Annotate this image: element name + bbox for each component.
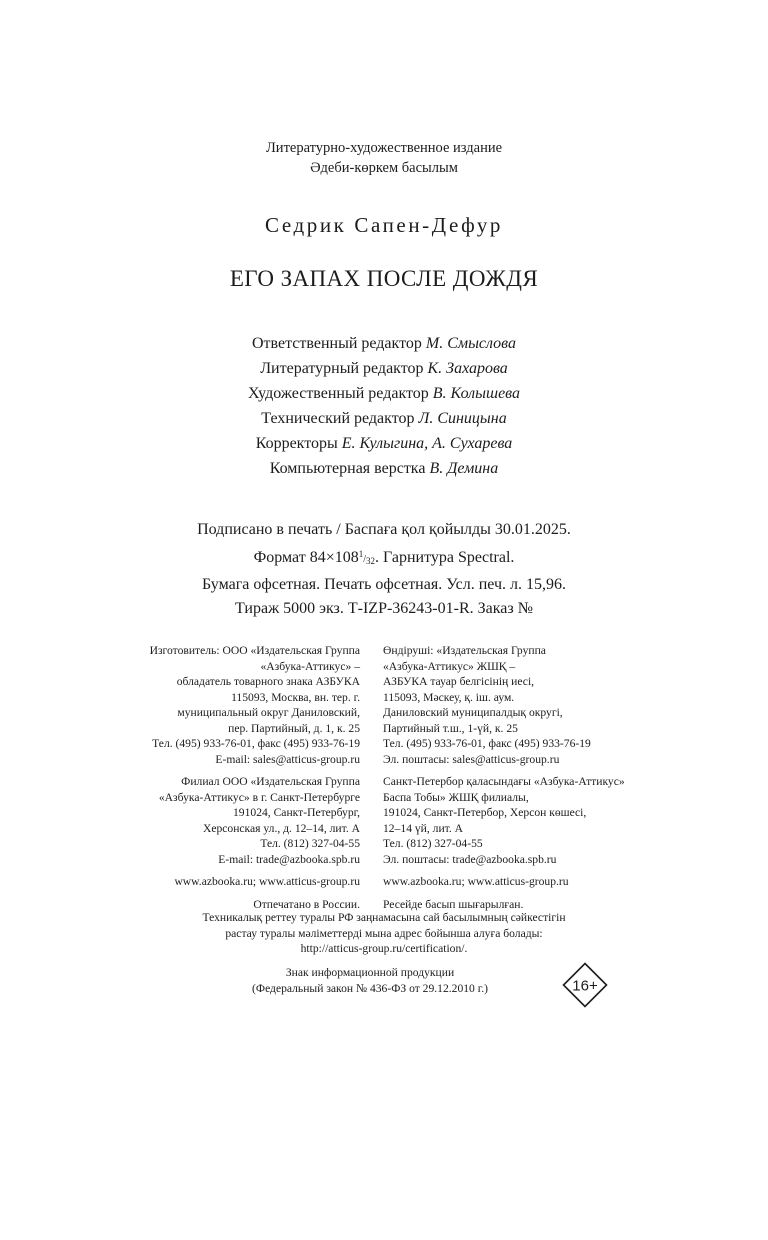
publisher-info-ru <box>80 643 360 919</box>
credit-line: Ответственный редактор М. Смыслова <box>251 335 517 352</box>
credit-line: Компьютерная верстка В. Демина <box>269 460 499 477</box>
age-rating-badge <box>562 962 608 1008</box>
signed-date: Подписано в печать / Баспаға қол қойылды 30.01.2025. <box>197 521 571 538</box>
print-run-line: Тираж 5000 экз. Т-IZP-36243-01-R. Заказ № <box>235 600 533 617</box>
age-rating-label: 16+ <box>572 977 598 995</box>
format-line: Формат $84\times 108^1/_{32}$. Гарнитура Spectral. <box>253 549 515 566</box>
printed-in: Отпечатано в России. <box>253 897 360 911</box>
edition-type <box>0 138 768 178</box>
branch-block: Санкт-Петербор қаласындағы «Азбука-Аттикус» Баспа Тобы» ЖШҚ филиалы, 191024, Санкт-Петербор, Херсон көшесі, 12–14 үй, лит. А Тел. (812) 327-04-55 Эл. поштасы: trade@azbooka.spb.ru <box>383 775 625 866</box>
websites: www.azbooka.ru; www.atticus-group.ru <box>383 875 569 888</box>
websites: www.azbooka.ru; www.atticus-group.ru <box>174 875 360 888</box>
credit-line: Корректоры Е. Кулыгина, А. Сухарева <box>255 435 513 452</box>
credit-line: Художественный редактор В. Колышева <box>247 385 520 402</box>
info-product-sign: Знак информационной продукции (Федеральный закон № 436-ФЗ от 29.12.2010 г.) <box>252 966 488 995</box>
manufacturer-block: Өндіруші: «Издательская Группа «Азбука-Аттикус» ЖШҚ – АЗБУКА тауар белгісінің иесі, 115093, Мәскеу, қ. іш. аум. Даниловский муниципалдық округі, Партийный т.ш., 1-үй, к. 25 Тел. (495) 933-76-01, факс (495) 933-76-19 Эл. поштасы: sales@atticus-group.ru <box>383 644 591 766</box>
paper-line: Бумага офсетная. Печать офсетная. Усл. печ. л. 15,96. <box>202 576 566 593</box>
credit-line: Технический редактор Л. Синицына <box>261 410 507 427</box>
edition-type-kz: Әдеби-көркем басылым <box>310 160 458 176</box>
tech-regulation-note: Техникалық реттеу туралы РФ заңнамасына сай басылымның сәйкестігін растау туралы мәліметтерді мына адрес бойынша алуға болады: http://atticus-group.ru/certification/. <box>202 911 566 955</box>
printed-in: Ресейде басып шығарылған. <box>383 897 524 911</box>
book-title: ЕГО ЗАПАХ ПОСЛЕ ДОЖДЯ <box>229 266 539 291</box>
publication-info <box>0 518 768 621</box>
credit-line: Литературный редактор К. Захарова <box>260 360 508 377</box>
branch-block: Филиал ООО «Издательская Группа «Азбука-Аттикус» в г. Санкт-Петербурге 191024, Санкт-Петербург, Херсонская ул., д. 12–14, лит. А Тел. (812) 327-04-55 E-mail: trade@azbooka.spb.ru <box>158 775 360 866</box>
author-name: Седрик Сапен-Дефур <box>264 213 504 237</box>
edition-type-ru: Литературно-художественное издание <box>265 140 503 156</box>
publisher-info-kz <box>383 643 713 919</box>
editorial-credits <box>0 331 768 481</box>
manufacturer-block: Изготовитель: ООО «Издательская Группа «Азбука-Аттикус» – обладатель товарного знака АЗБУКА 115093, Москва, вн. тер. г. муниципальный округ Даниловский, пер. Партийный, д. 1, к. 25 Тел. (495) 933-76-01, факс (495) 933-76-19 E-mail: sales@atticus-group.ru <box>149 644 360 766</box>
